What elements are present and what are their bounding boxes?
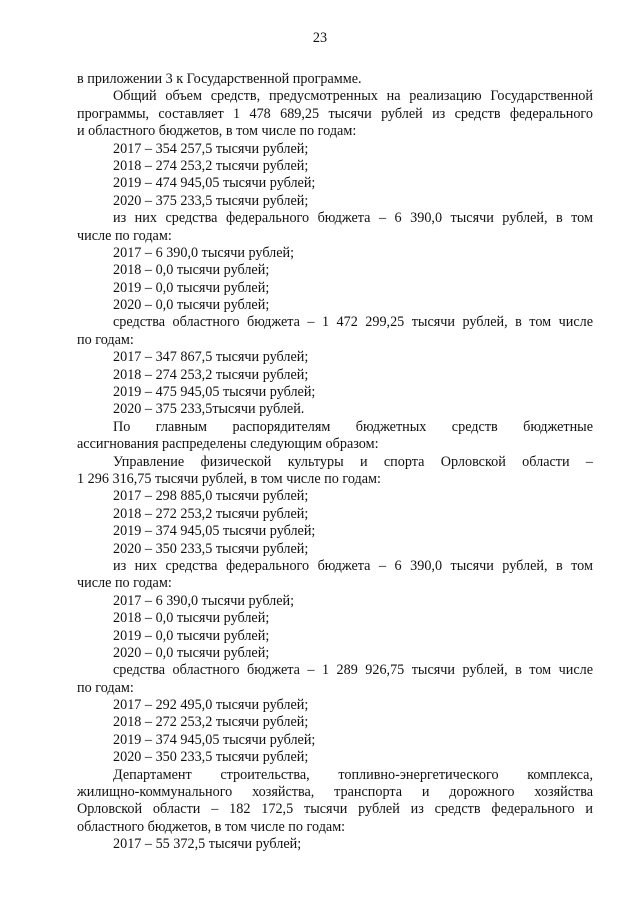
text-line: Управление физической культуры и спорта Орловской области – <box>113 453 593 470</box>
text-line: числе по годам: <box>77 227 172 244</box>
text-line: из них средства федерального бюджета – 6 390,0 тысячи рублей, в том <box>113 557 593 574</box>
text-line: из них средства федерального бюджета – 6 390,0 тысячи рублей, в том <box>113 210 593 227</box>
text-line: 2020 – 350 233,5 тысячи рублей; <box>113 749 309 766</box>
text-line: 2019 – 475 945,05 тысячи рублей; <box>113 384 316 401</box>
text-line: областного бюджетов, в том числе по годам: <box>77 818 346 835</box>
text-line: 2020 – 375 233,5 тысячи рублей; <box>113 192 309 209</box>
text-line: 2017 – 298 885,0 тысячи рублей; <box>113 488 309 505</box>
text-line: программы, составляет 1 478 689,25 тысячи рублей из средств федерального <box>77 105 593 122</box>
page-number: 23 <box>312 30 328 46</box>
text-line: в приложении 3 к Государственной программе. <box>77 71 362 87</box>
text-line: 2017 – 347 867,5 тысячи рублей; <box>113 349 309 366</box>
text-line: 2019 – 374 945,05 тысячи рублей; <box>113 731 316 748</box>
text-line: 2018 – 0,0 тысячи рублей; <box>113 262 270 279</box>
text-line: по годам: <box>77 331 134 348</box>
text-line: 2020 – 0,0 тысячи рублей; <box>113 297 270 314</box>
text-line: 2020 – 350 233,5 тысячи рублей; <box>113 540 309 557</box>
text-line: числе по годам: <box>77 575 172 592</box>
text-line: 2020 – 0,0 тысячи рублей; <box>113 644 270 661</box>
text-line: По главным распорядителям бюджетных средств бюджетные <box>113 418 593 435</box>
text-line: 2019 – 0,0 тысячи рублей; <box>113 279 270 296</box>
text-line: 2017 – 6 390,0 тысячи рублей; <box>113 244 295 261</box>
text-line: ассигнования распределены следующим образом: <box>77 436 379 453</box>
text-line: 2018 – 272 253,2 тысячи рублей; <box>113 505 309 522</box>
text-line: 2019 – 374 945,05 тысячи рублей; <box>113 523 316 540</box>
text-line: 2017 – 292 495,0 тысячи рублей; <box>113 697 309 714</box>
text-line: 2017 – 55 372,5 тысячи рублей; <box>113 836 302 853</box>
text-line: Департамент строительства, топливно-энергетического комплекса, <box>113 766 593 783</box>
text-line: 2018 – 0,0 тысячи рублей; <box>113 610 270 627</box>
text-line: 2019 – 0,0 тысячи рублей; <box>113 627 270 644</box>
text-line: 2018 – 274 253,2 тысячи рублей; <box>113 157 309 174</box>
text-line: и областного бюджетов, в том числе по годам: <box>77 123 357 140</box>
text-line: Орловской области – 182 172,5 тысячи рублей из средств федерального и <box>77 801 593 818</box>
text-line: 2017 – 354 257,5 тысячи рублей; <box>113 140 309 157</box>
text-line: средства областного бюджета – 1 289 926,75 тысячи рублей, в том числе <box>113 662 593 679</box>
text-line: средства областного бюджета – 1 472 299,25 тысячи рублей, в том числе <box>113 314 593 331</box>
text-line: по годам: <box>77 679 134 696</box>
text-line: 2018 – 272 253,2 тысячи рублей; <box>113 714 309 731</box>
text-line: 2017 – 6 390,0 тысячи рублей; <box>113 592 295 609</box>
text-line: 1 296 316,75 тысячи рублей, в том числе по годам: <box>77 470 381 487</box>
text-line: 2020 – 375 233,5тысячи рублей. <box>113 401 305 418</box>
text-line: 2019 – 474 945,05 тысячи рублей; <box>113 175 316 192</box>
document-body <box>77 71 593 854</box>
text-line: Общий объем средств, предусмотренных на реализацию Государственной <box>113 88 593 105</box>
text-line: жилищно-коммунального хозяйства, транспорта и дорожного хозяйства <box>77 784 593 801</box>
text-line: 2018 – 274 253,2 тысячи рублей; <box>113 366 309 383</box>
